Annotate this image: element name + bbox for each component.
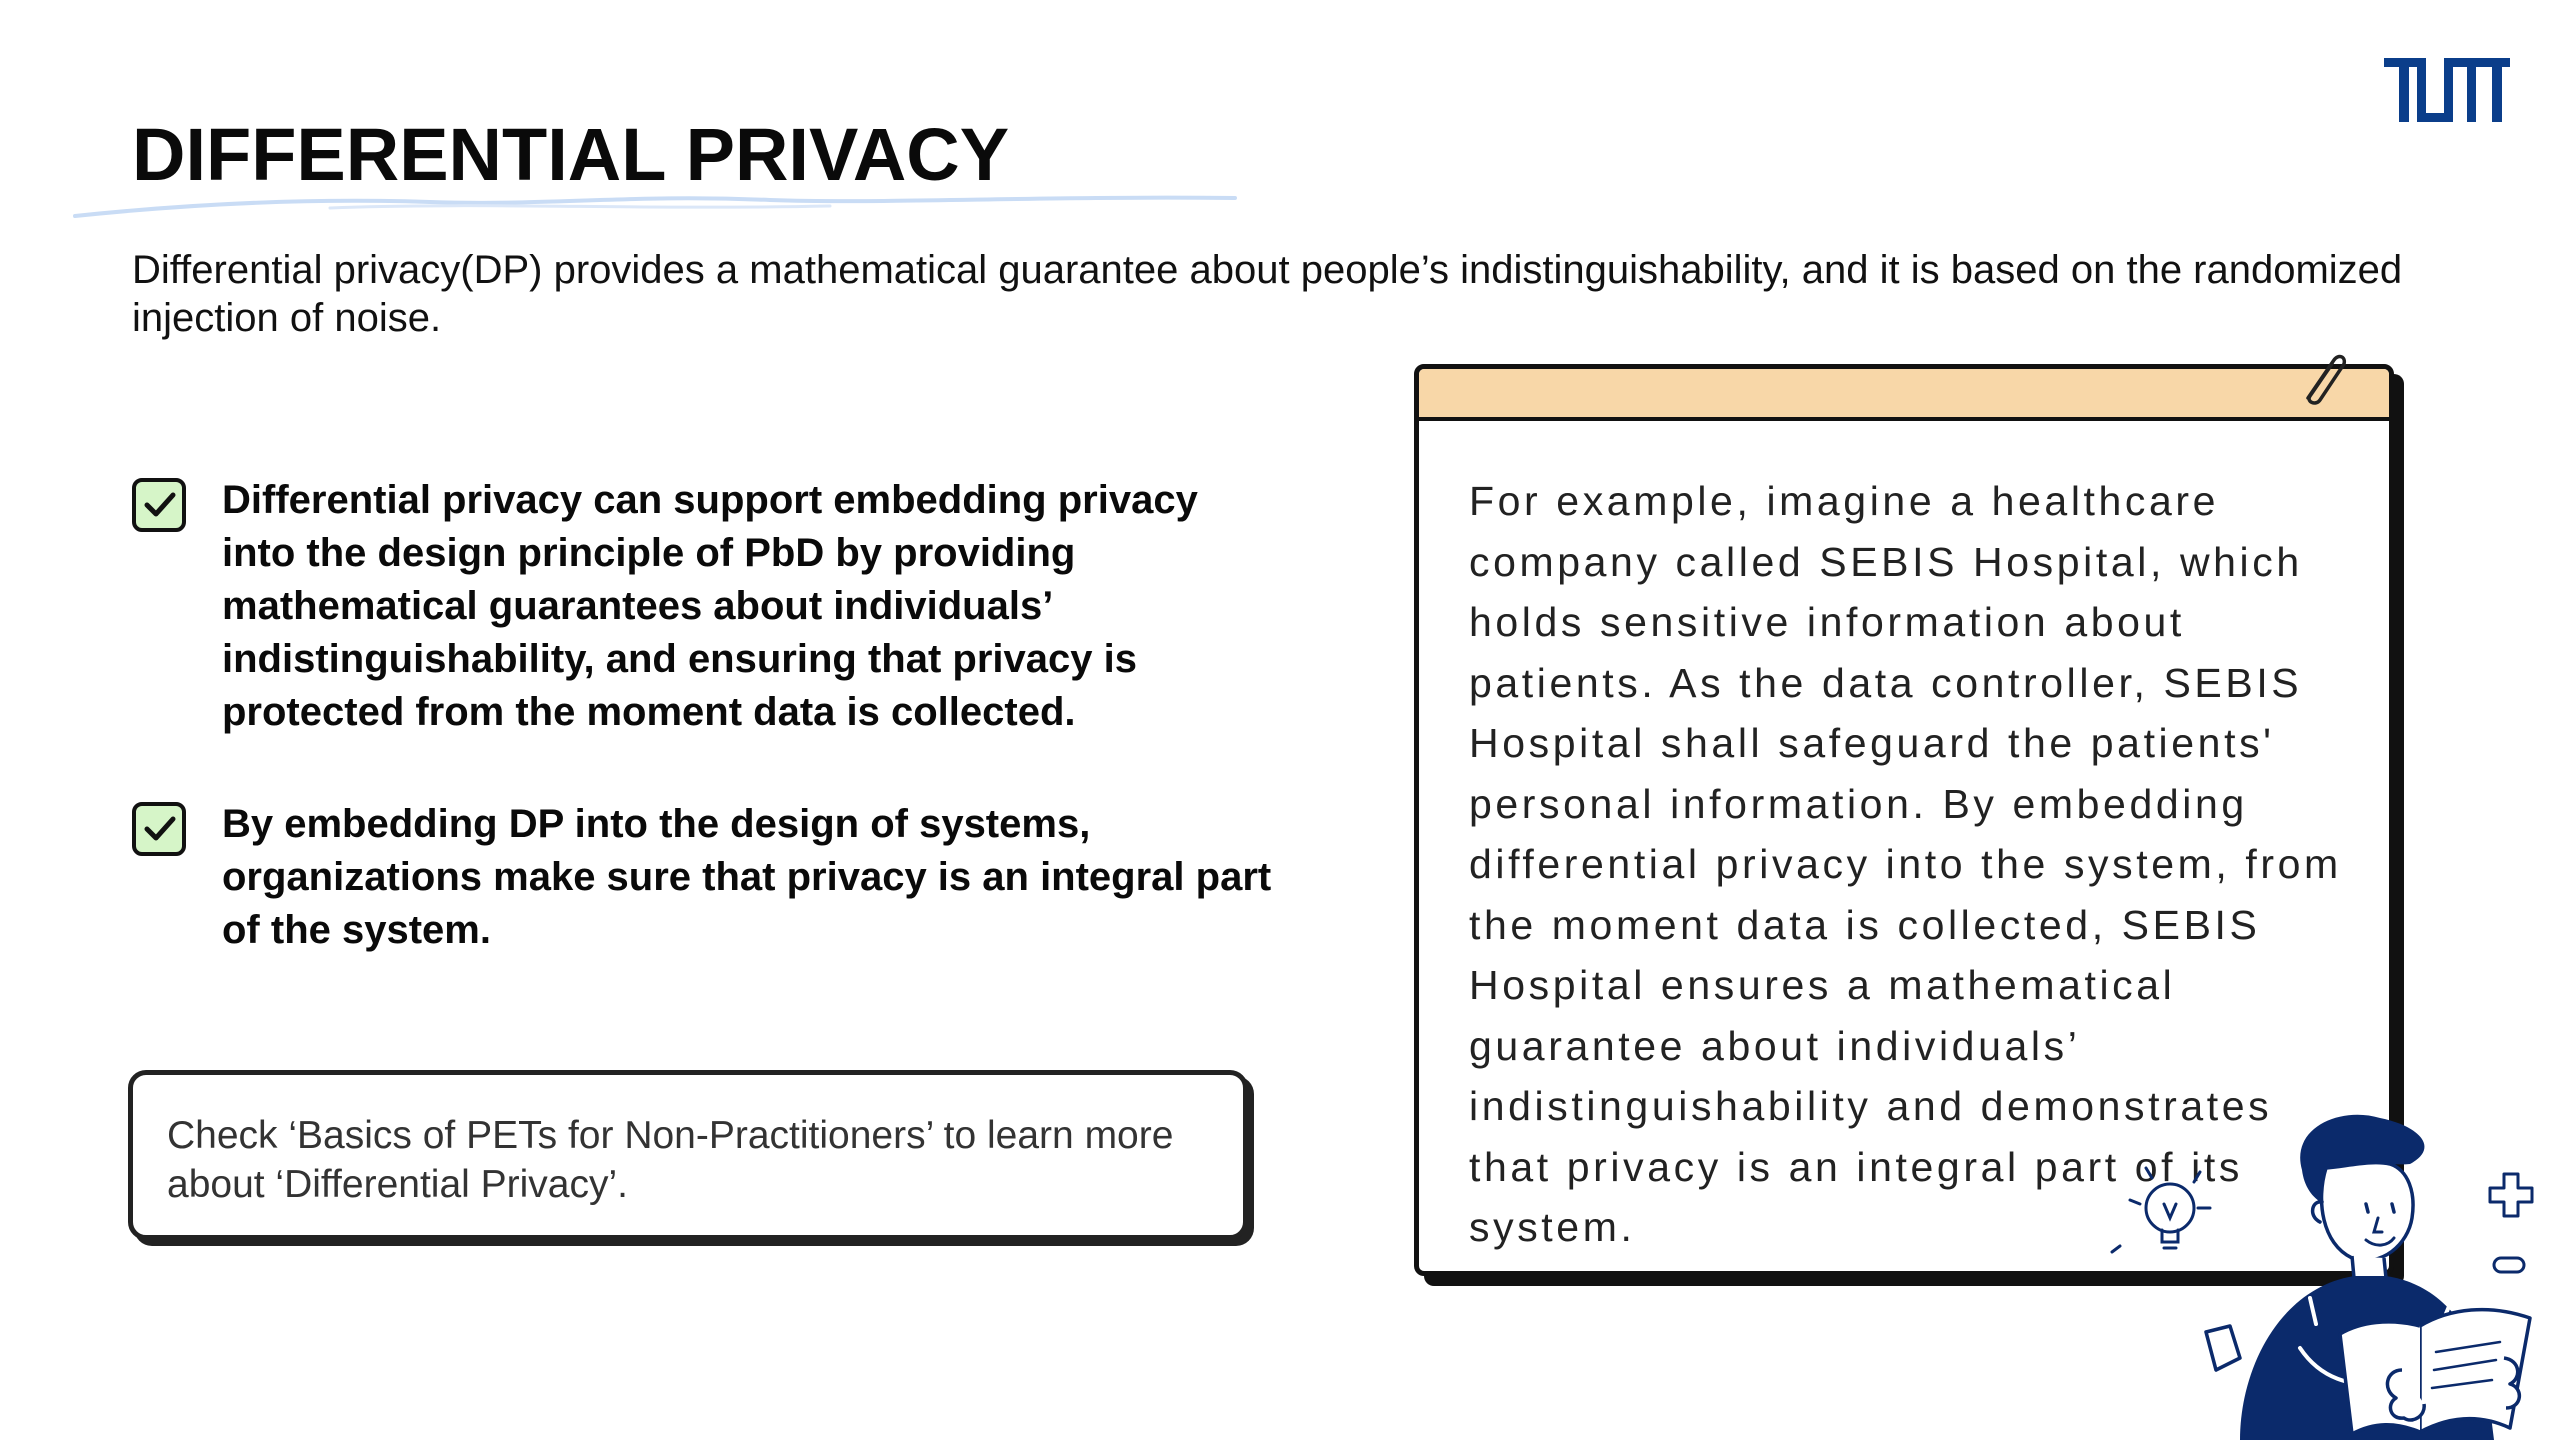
tum-logo-icon xyxy=(2384,58,2510,122)
checkbox-checked-icon xyxy=(132,478,186,532)
note-box xyxy=(128,1070,1248,1240)
intro-text: Differential privacy(DP) provides a mathematical guarantee about people’s indistinguishability, and it is based on the randomized injection of noise. xyxy=(132,248,2403,340)
checkbox-checked-icon xyxy=(132,802,186,856)
bullet-item xyxy=(132,474,1282,739)
example-card-text: For example, imagine a healthcare company called SEBIS Hospital, which holds sensitive information about patients. As the data controller, SEBIS Hospital shall safeguard the patients' personal information. By embedding differential privacy into the system, from the moment data is collected, SEBIS Hospital ensures a mathematical guarantee about individuals’ indistinguishability and demonstrates that privacy is an integral part of its system. xyxy=(1469,478,2342,1250)
page-title: DIFFERENTIAL PRIVACY xyxy=(132,113,1010,196)
bullet-item xyxy=(132,798,1282,957)
example-card-header xyxy=(1419,369,2389,421)
paperclip-icon xyxy=(2294,346,2348,406)
bullet-text: By embedding DP into the design of systems, organizations make sure that privacy is an integral part of the system. xyxy=(222,802,1272,952)
note-text: Check ‘Basics of PETs for Non-Practitioners’ to learn more about ‘Differential Privacy’. xyxy=(167,1114,1174,1206)
bullet-text: Differential privacy can support embedding privacy into the design principle of PbD by providing mathematical guarantees about individuals’ indistinguishability, and ensuring that privacy is protected from the moment data is collected. xyxy=(222,478,1198,734)
person-reading-book-icon xyxy=(2090,1108,2560,1440)
title-underline-decoration xyxy=(70,186,1240,226)
